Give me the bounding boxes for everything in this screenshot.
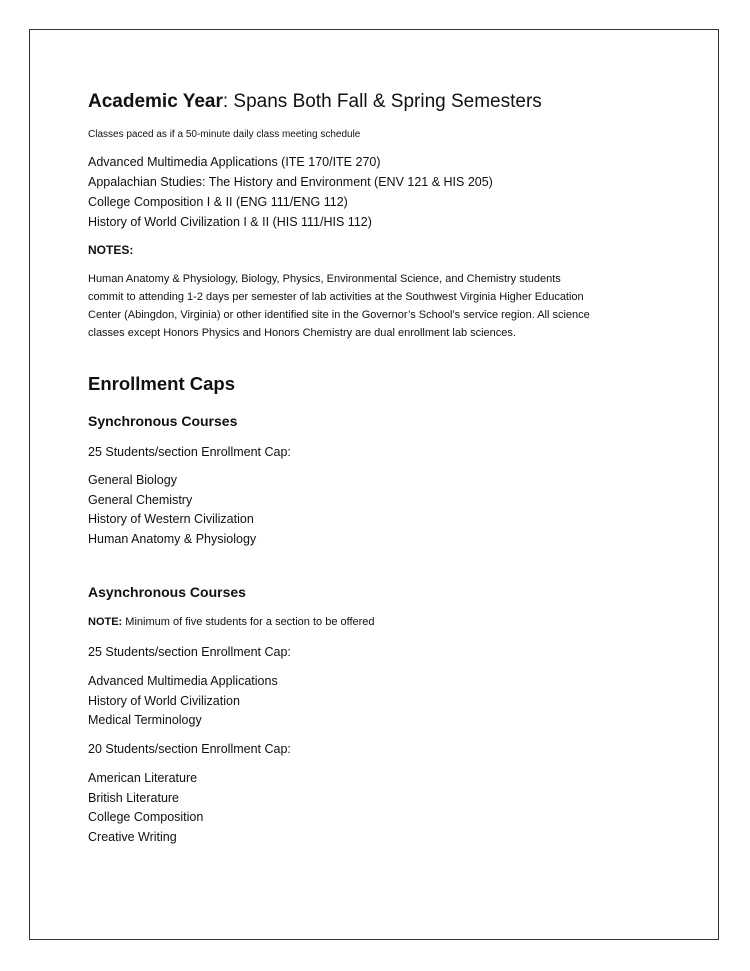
notes-line: Human Anatomy & Physiology, Biology, Physics, Environmental Science, and Chemistry students (88, 273, 561, 285)
enrollment-caps-title: Enrollment Caps (88, 373, 235, 394)
asynchronous-course-item: American Literature (88, 771, 198, 785)
synchronous-course-list (88, 471, 256, 549)
asynchronous-course-item: Advanced Multimedia Applications (88, 674, 278, 688)
notes-line: Center (Abingdon, Virginia) or other identified site in the Governor’s School’s service region. All science (88, 309, 590, 321)
academic-year-title (88, 90, 542, 114)
asynchronous-cap20-course-list (88, 769, 203, 847)
asynchronous-cap20-label: 20 Students/section Enrollment Cap: (88, 742, 291, 756)
synchronous-course-item: General Chemistry (88, 492, 193, 507)
asynchronous-course-item: History of World Civilization (88, 693, 240, 708)
asynchronous-course-item: Medical Terminology (88, 713, 202, 728)
academic-year-title-bold: Academic Year (88, 91, 223, 112)
course-item: Advanced Multimedia Applications (ITE 170/ITE 270) (88, 155, 381, 169)
course-item: Appalachian Studies: The History and Environment (ENV 121 & HIS 205) (88, 175, 493, 189)
academic-year-course-list (88, 152, 493, 232)
course-item: History of World Civilization I & II (HIS 111/HIS 112) (88, 215, 372, 229)
notes-line: commit to attending 1-2 days per semester of lab activities at the Southwest Virginia Higher Education (88, 291, 584, 303)
asynchronous-note (88, 615, 375, 630)
notes-paragraph (88, 270, 663, 342)
asynchronous-course-item: College Composition (88, 810, 204, 825)
asynchronous-course-item: British Literature (88, 790, 180, 805)
asynchronous-courses-heading: Asynchronous Courses (88, 584, 246, 600)
asynchronous-course-item: Creative Writing (88, 829, 177, 844)
synchronous-course-item: General Biology (88, 473, 177, 487)
notes-heading: NOTES: (88, 243, 134, 257)
asynchronous-cap25-course-list (88, 672, 278, 731)
synchronous-course-item: History of Western Civilization (88, 512, 254, 527)
notes-line: classes except Honors Physics and Honors Chemistry are dual enrollment lab sciences. (88, 327, 516, 339)
asynchronous-note-text: Minimum of five students for a section to be offered (122, 616, 375, 628)
asynchronous-note-label: NOTE: (88, 616, 123, 628)
synchronous-cap-label: 25 Students/section Enrollment Cap: (88, 445, 291, 459)
course-item: College Composition I & II (ENG 111/ENG 112) (88, 195, 348, 209)
pace-note: Classes paced as if a 50-minute daily class meeting schedule (88, 129, 361, 140)
synchronous-courses-heading: Synchronous Courses (88, 413, 238, 429)
asynchronous-cap25-label: 25 Students/section Enrollment Cap: (88, 645, 291, 659)
academic-year-title-rest: : Spans Both Fall & Spring Semesters (222, 91, 542, 112)
synchronous-course-item: Human Anatomy & Physiology (88, 531, 257, 546)
